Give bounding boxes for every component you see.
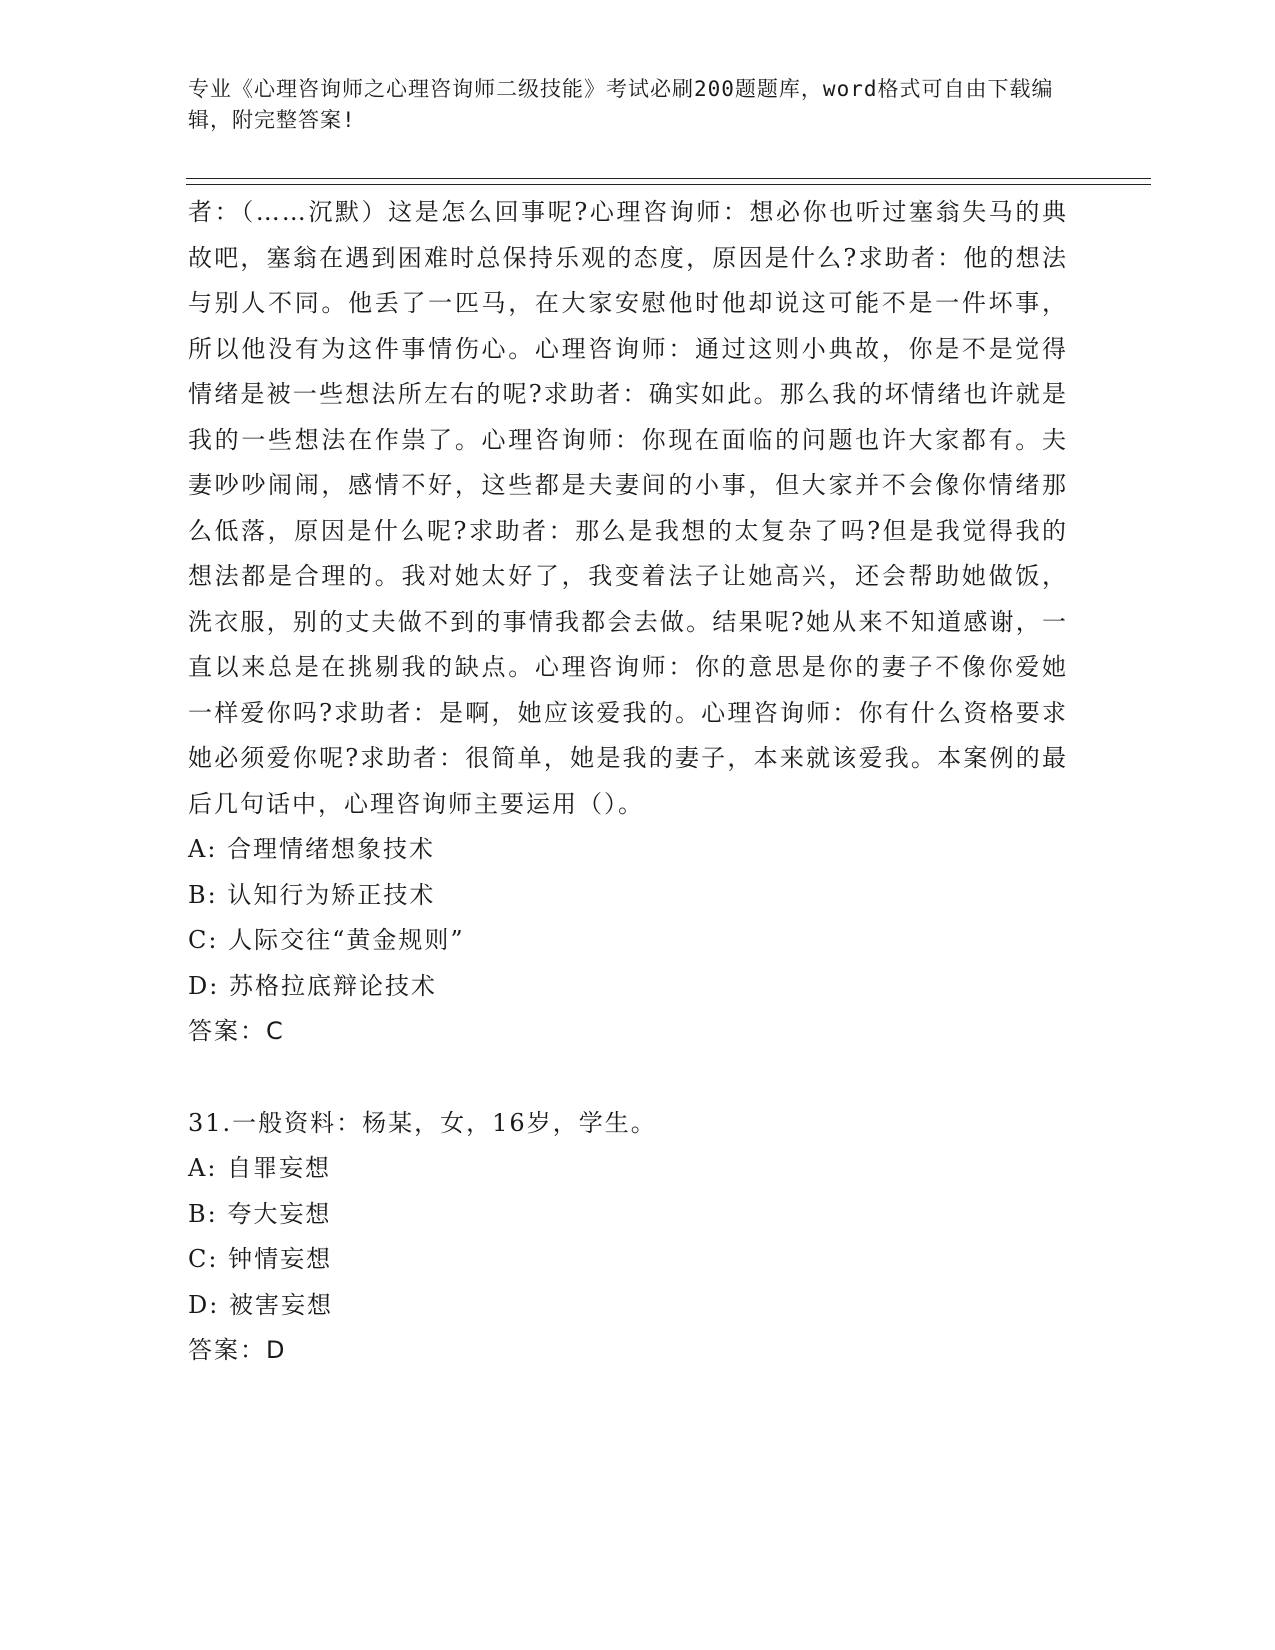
option-text: 自罪妄想	[227, 1154, 332, 1182]
answer-line	[188, 1328, 1068, 1374]
question-stem: 31.一般资料：杨某，女，16岁，学生。	[188, 1108, 657, 1137]
option-c	[188, 918, 1068, 964]
option-c	[188, 1237, 1068, 1283]
option-letter: B:	[188, 880, 218, 909]
option-letter: C:	[188, 1245, 219, 1273]
option-text: 夸大妄想	[227, 1199, 332, 1228]
option-text: 合理情绪想象技术	[227, 835, 436, 863]
option-text: 钟情妄想	[228, 1245, 333, 1273]
option-letter: C:	[188, 926, 219, 954]
option-text: 认知行为矫正技术	[227, 880, 436, 909]
option-letter: D:	[188, 1290, 220, 1319]
option-text: 苏格拉底辩论技术	[228, 971, 437, 1000]
option-a	[188, 827, 1068, 873]
answer-value: D	[266, 1336, 287, 1364]
option-letter: A:	[188, 1154, 218, 1182]
answer-line	[188, 1009, 1068, 1055]
option-text: 人际交往“黄金规则”	[228, 926, 465, 954]
question-spacer	[188, 1055, 1068, 1101]
option-letter: B:	[188, 1199, 218, 1228]
option-letter: D:	[188, 971, 220, 1000]
option-b	[188, 873, 1068, 919]
option-b	[188, 1192, 1068, 1238]
question-30	[188, 190, 1068, 1055]
option-d	[188, 964, 1068, 1010]
document-body	[188, 190, 1068, 1374]
option-letter: A:	[188, 835, 218, 863]
answer-label: 答案：	[188, 1336, 266, 1364]
option-a	[188, 1146, 1068, 1192]
question-31	[188, 1101, 1068, 1374]
header-divider-bottom	[186, 184, 1151, 185]
option-d	[188, 1283, 1068, 1329]
document-header: 专业《心理咨询师之心理咨询师二级技能》考试必刷200题题库，word格式可自由下载编辑，附完整答案!	[188, 77, 1054, 132]
option-text: 被害妄想	[228, 1290, 333, 1319]
answer-value: C	[266, 1017, 285, 1045]
answer-label: 答案：	[188, 1017, 266, 1045]
question-stem: 者：（……沉默）这是怎么回事呢?心理咨询师：想必你也听过塞翁失马的典故吧，塞翁在遇到困难时总保持乐观的态度，原因是什么?求助者：他的想法与别人不同。他丢了一匹马，在大家安慰他时他却说这可能不是一件坏事，所以他没有为这件事情伤心。心理咨询师：通过这则小典故，你是不是觉得情绪是被一些想法所左右的呢?求助者：确实如此。那么我的坏情绪也许就是我的一些想法在作祟了。心理咨询师：你现在面临的问题也许大家都有。夫妻吵吵闹闹，感情不好，这些都是夫妻间的小事，但大家并不会像你情绪那么低落，原因是什么呢?求助者：那么是我想的太复杂了吗?但是我觉得我的想法都是合理的。我对她太好了，我变着法子让她高兴，还会帮助她做饭，洗衣服，别的丈夫做不到的事情我都会去做。结果呢?她从来不知道感谢，一直以来总是在挑剔我的缺点。心理咨询师：你的意思是你的妻子不像你爱她一样爱你吗?求助者：是啊，她应该爱我的。心理咨询师：你有什么资格要求她必须爱你呢?求助者：很简单，她是我的妻子，本来就该爱我。本案例的最后几句话中，心理咨询师主要运用（）。	[188, 198, 1068, 818]
header-divider-top	[186, 178, 1151, 179]
